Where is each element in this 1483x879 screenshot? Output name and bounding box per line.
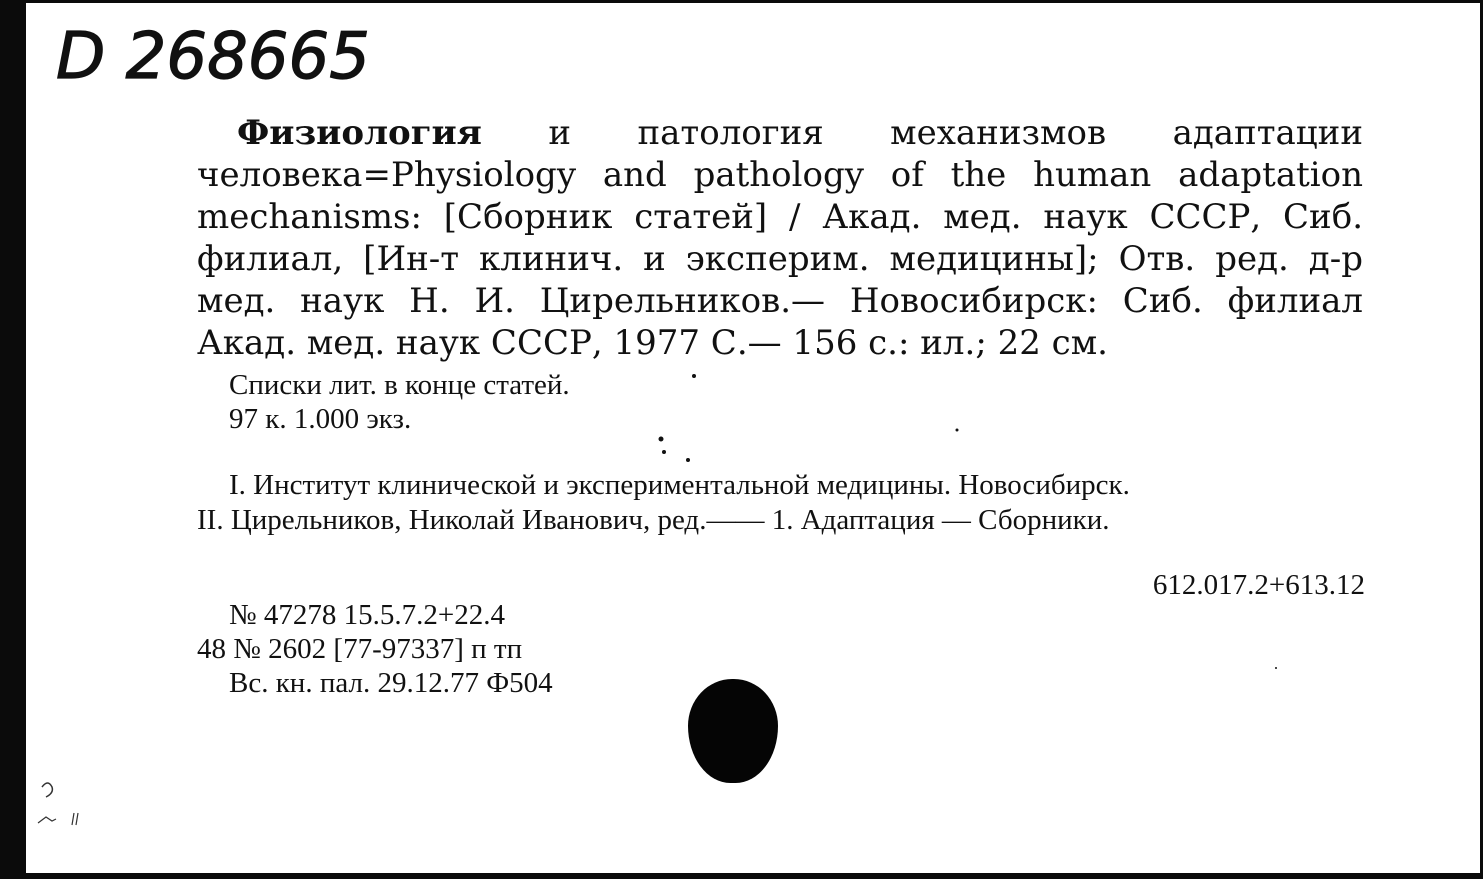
title-line-6-text: Акад. мед. наук СССР, 1977 С.— 156 с.: ил.; 22 см.: [197, 323, 1108, 363]
title-word: адаптации: [1172, 113, 1363, 153]
title-line-4-text: филиал, [Ин-т клинич. и эксперим. медицины]; Отв. ред. д-р: [197, 239, 1363, 279]
tracing-2: II. Цирельников, Николай Иванович, ред.—— 1. Адаптация — Сборники.: [197, 504, 1110, 536]
notes-block: [229, 368, 570, 436]
bibliography-note: Списки лит. в конце статей.: [229, 369, 570, 401]
title-line-2-text: человека=Physiology and pathology of the human adaptation: [197, 155, 1363, 195]
title-line-6: [197, 322, 1363, 364]
registration-number-1: № 47278 15.5.7.2+22.4: [229, 599, 506, 631]
title-line-2: [197, 154, 1363, 196]
title-line-3-text: mechanisms: [Сборник статей] / Акад. мед. наук СССР, Сиб.: [197, 197, 1363, 237]
title-word: и: [548, 113, 572, 153]
title-word: механизмов: [890, 113, 1107, 153]
punch-hole: [688, 679, 778, 783]
title-word: патология: [637, 113, 824, 153]
scan-edge-bottom: [0, 873, 1483, 879]
registration-numbers: [197, 598, 553, 700]
registration-number-3: Вс. кн. пал. 29.12.77 Ф504: [229, 667, 553, 699]
tracings-block: [197, 468, 1363, 538]
title-line-3: [197, 196, 1363, 238]
title-line-1: [197, 112, 1363, 154]
price-note: 97 к. 1.000 экз.: [229, 403, 412, 435]
title-bold-word: Физиология: [237, 113, 482, 153]
scan-edge-top: [0, 0, 1483, 3]
title-line-5-text: мед. наук Н. И. Цирельников.— Новосибирск: Сиб. филиал: [197, 281, 1363, 321]
pencil-mark: [30, 775, 90, 835]
scan-edge-left: [0, 0, 26, 879]
title-line-5: [197, 280, 1363, 322]
title-entry: [197, 112, 1363, 364]
udc-classification: 612.017.2+613.12: [1152, 569, 1365, 601]
handwritten-shelfmark: [54, 12, 454, 92]
registration-number-2: 48 № 2602 [77-97337] п тп: [197, 633, 523, 665]
title-line-4: [197, 238, 1363, 280]
tracing-1: I. Институт клинической и экспериментальной медицины. Новосибирск.: [229, 469, 1130, 501]
shelfmark-text: D 268665: [56, 20, 370, 92]
